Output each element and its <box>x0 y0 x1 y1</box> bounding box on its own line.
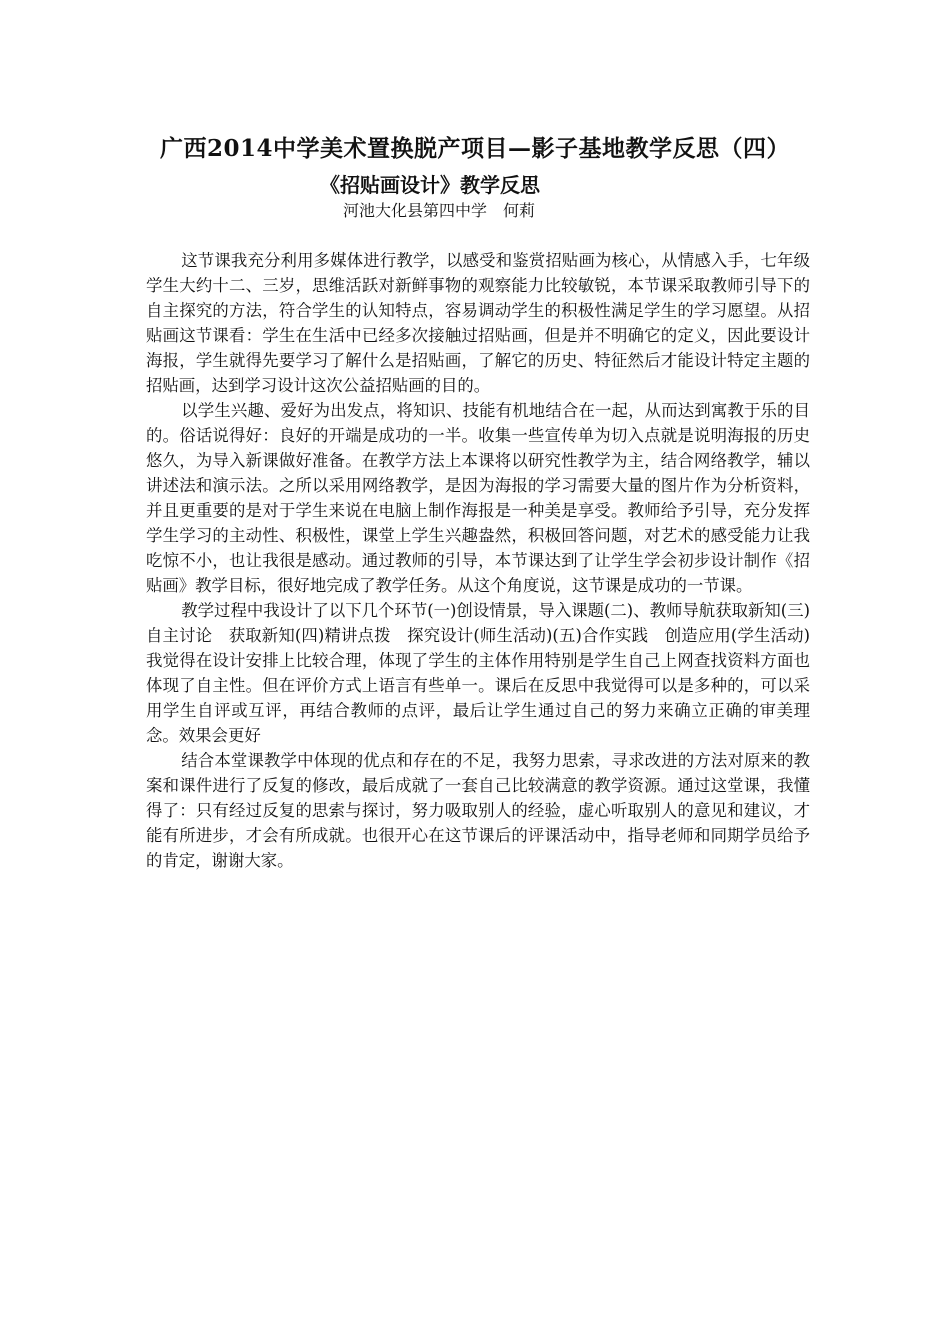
paragraph: 以学生兴趣、爱好为出发点，将知识、技能有机地结合在一起，从而达到寓教于乐的目的。俗话说得好：良好的开端是成功的一半。收集一些宣传单为切入点就是说明海报的历史悠久，为导入新课做好准备。在教学方法上本课将以研究性教学为主，结合网络教学，辅以讲述法和演示法。之所以采用网络教学，是因为海报的学习需要大量的图片作为分析资料，并且更重要的是对于学生来说在电脑上制作海报是一种美是享受。教师给予引导，充分发挥学生学习的主动性、积极性，课堂上学生兴趣盎然，积极回答问题，对艺术的感受能力让我吃惊不小，也让我很是感动。通过教师的引导，本节课达到了让学生学会初步设计制作《招贴画》教学目标，很好地完成了教学任务。从这个角度说，这节课是成功的一节课。 <box>146 401 810 595</box>
document-title: 广西2014中学美术置换脱产项目—影子基地教学反思（四） <box>159 135 790 162</box>
paragraph: 结合本堂课教学中体现的优点和存在的不足，我努力思索，寻求改进的方法对原来的教案和课件进行了反复的修改，最后成就了一套自己比较满意的教学资源。通过这堂课，我懂得了：只有经过反复的思索与探讨，努力吸取别人的经验，虚心听取别人的意见和建议，才能有所进步，才会有所成就。也很开心在这节课后的评课活动中，指导老师和同期学员给予的肯定，谢谢大家。 <box>146 751 810 870</box>
paragraph: 教学过程中我设计了以下几个环节(一)创设情景，导入课题(二)、教师导航获取新知(三)自主讨论 获取新知(四)精讲点拨 探究设计(师生活动)(五)合作实践 创造应用(学生活动)我觉得在设计安排上比较合理，体现了学生的主体作用特别是学生自己上网查找资料方面也体现了自主性。但在评价方式上语言有些单一。课后在反思中我觉得可以是多种的，可以采用学生自评或互评，再结合教师的点评，最后让学生通过自己的努力来确立正确的审美理念。效果会更好 <box>146 601 810 745</box>
paragraph: 这节课我充分利用多媒体进行教学，以感受和鉴赏招贴画为核心，从情感入手，七年级学生大约十二、三岁，思维活跃对新鲜事物的观察能力比较敏锐，本节课采取教师引导下的自主探究的方法，符合学生的认知特点，容易调动学生的积极性满足学生的学习愿望。从招贴画这节课看：学生在生活中已经多次接触过招贴画，但是并不明确它的定义，因此要设计海报，学生就得先要学习了解什么是招贴画，了解它的历史、特征然后才能设计特定主题的招贴画，达到学习设计这次公益招贴画的目的。 <box>146 251 810 395</box>
author-line: 河池大化县第四中学 何莉 <box>343 201 536 220</box>
document-subtitle: 《招贴画设计》教学反思 <box>320 173 540 197</box>
document-body <box>146 248 810 873</box>
